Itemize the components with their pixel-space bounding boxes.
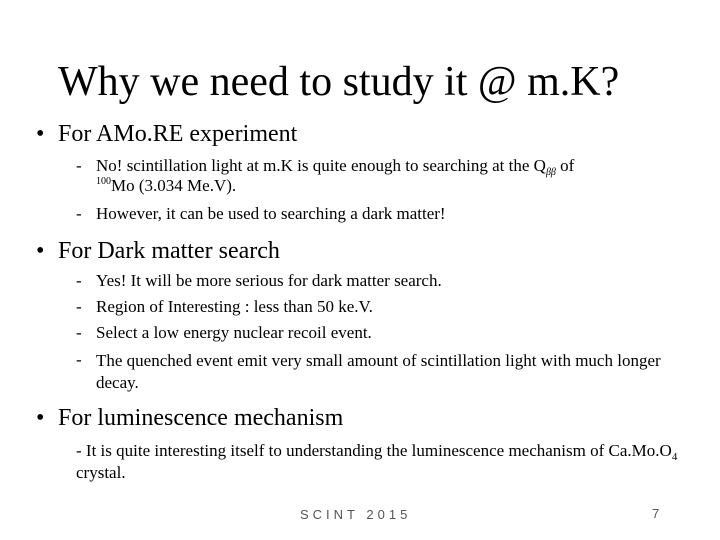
list-item-text: No! scintillation light at m.K is quite enough to searching at the $Q_{\beta\beta}$ of $^{100}$Mo (3.034 Me.V). — [96, 156, 575, 195]
section-heading-dark-matter — [36, 237, 280, 265]
dash-icon: - — [76, 323, 82, 342]
section-heading-text: For luminescence mechanism — [58, 405, 344, 431]
list-item — [76, 440, 686, 484]
list-item-text: The quenched event emit very small amount of scintillation light with much longer decay. — [96, 351, 661, 392]
list-item — [76, 156, 676, 196]
footer-text: SCINT 2015 — [300, 507, 412, 522]
section-heading-text: For AMo.RE experiment — [58, 121, 298, 147]
bullet-icon: • — [36, 238, 45, 264]
list-item — [76, 271, 676, 291]
list-item — [76, 204, 676, 224]
list-item — [76, 350, 666, 394]
list-item-text: Region of Interesting : less than 50 ke.V. — [96, 297, 373, 316]
dash-icon: - — [76, 271, 82, 290]
bullet-icon: • — [36, 121, 45, 147]
page-number: 7 — [652, 506, 660, 521]
list-item — [76, 297, 676, 317]
bullet-icon: • — [36, 405, 45, 431]
section-heading-amore — [36, 120, 297, 148]
dash-icon: - — [76, 297, 82, 316]
section-heading-luminescence — [36, 404, 343, 432]
dash-icon: - — [76, 156, 82, 175]
list-item-text: Select a low energy nuclear recoil event. — [96, 323, 372, 342]
list-item-text: - It is quite interesting itself to understanding the luminescence mechanism of $Ca.Mo.O_4$ crystal. — [76, 441, 678, 482]
slide-title: Why we need to study it @ m.K? — [58, 59, 620, 105]
section-heading-text: For Dark matter search — [58, 238, 280, 264]
list-item — [76, 323, 676, 343]
dash-icon: - — [76, 204, 82, 223]
dash-icon: - — [76, 350, 82, 369]
list-item-text: Yes! It will be more serious for dark matter search. — [96, 271, 442, 290]
list-item-text: However, it can be used to searching a dark matter! — [96, 204, 446, 223]
